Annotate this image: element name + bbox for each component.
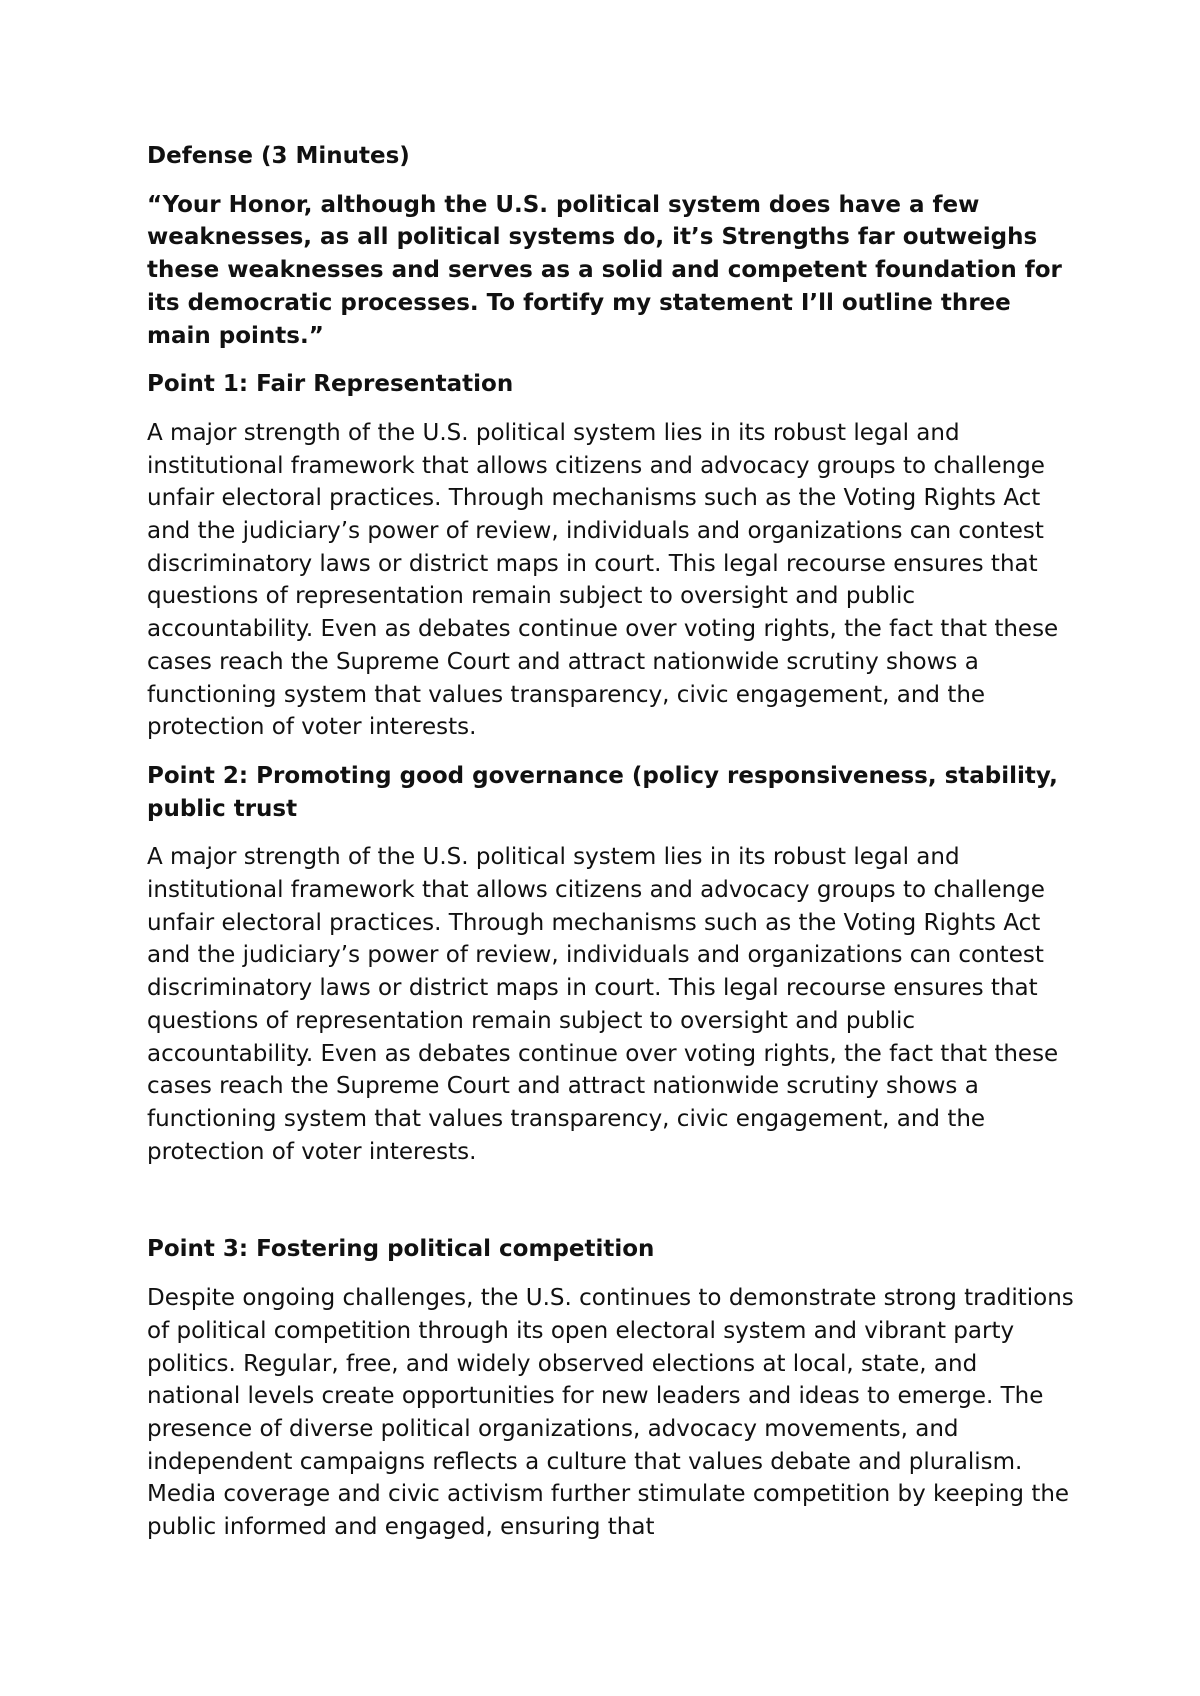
point-2-body: A major strength of the U.S. political system lies in its robust legal and institutional framework that allows citizens and advocacy groups to challenge unfair electoral practices. Through mechanisms such as the Voting Rights Act and the judiciary’s power of review, individuals and organizations can contest discriminatory laws or district maps in court. This legal recourse ensures that questions of representation remain subject to oversight and public accountability. Even as debates continue over voting rights, the fact that these cases reach the Supreme Court and attract nationwide scrutiny shows a functioning system that values transparency, civic engagement, and the protection of voter interests. [147,844,1059,1165]
point-3-body: Despite ongoing challenges, the U.S. continues to demonstrate strong traditions of political competition through its open electoral system and vibrant party politics. Regular, free, and widely observed elections at local, state, and national levels create opportunities for new leaders and ideas to emerge. The presence of diverse political organizations, advocacy movements, and independent campaigns reflects a culture that values debate and pluralism. Media coverage and civic activism further stimulate competition by keeping the public informed and engaged, ensuring that [147,1285,1074,1541]
point-1-body: A major strength of the U.S. political system lies in its robust legal and institutional framework that allows citizens and advocacy groups to challenge unfair electoral practices. Through mechanisms such as the Voting Rights Act and the judiciary’s power of review, individuals and organizations can contest discriminatory laws or district maps in court. This legal recourse ensures that questions of representation remain subject to oversight and public accountability. Even as debates continue over voting rights, the fact that these cases reach the Supreme Court and attract nationwide scrutiny shows a functioning system that values transparency, civic engagement, and the protection of voter interests. [147,419,1059,741]
opening-quote: “Your Honor, although the U.S. political system does have a few weaknesses, as all political systems do, it’s Strengths far outweighs these weaknesses and serves as a solid and competent foundation for its democratic processes. To fortify my statement I’ll outline three main points.” [147,191,1062,349]
point-1-heading: Point 1: Fair Representation [147,371,514,398]
blank-line [147,1184,1077,1233]
point-2-heading: Point 2: Promoting good governance (policy responsiveness, stability, public trust [147,762,1058,822]
document-page [147,140,1077,1560]
document-title: Defense (3 Minutes) [147,143,410,169]
point-3-heading: Point 3: Fostering political competition [147,1236,655,1263]
